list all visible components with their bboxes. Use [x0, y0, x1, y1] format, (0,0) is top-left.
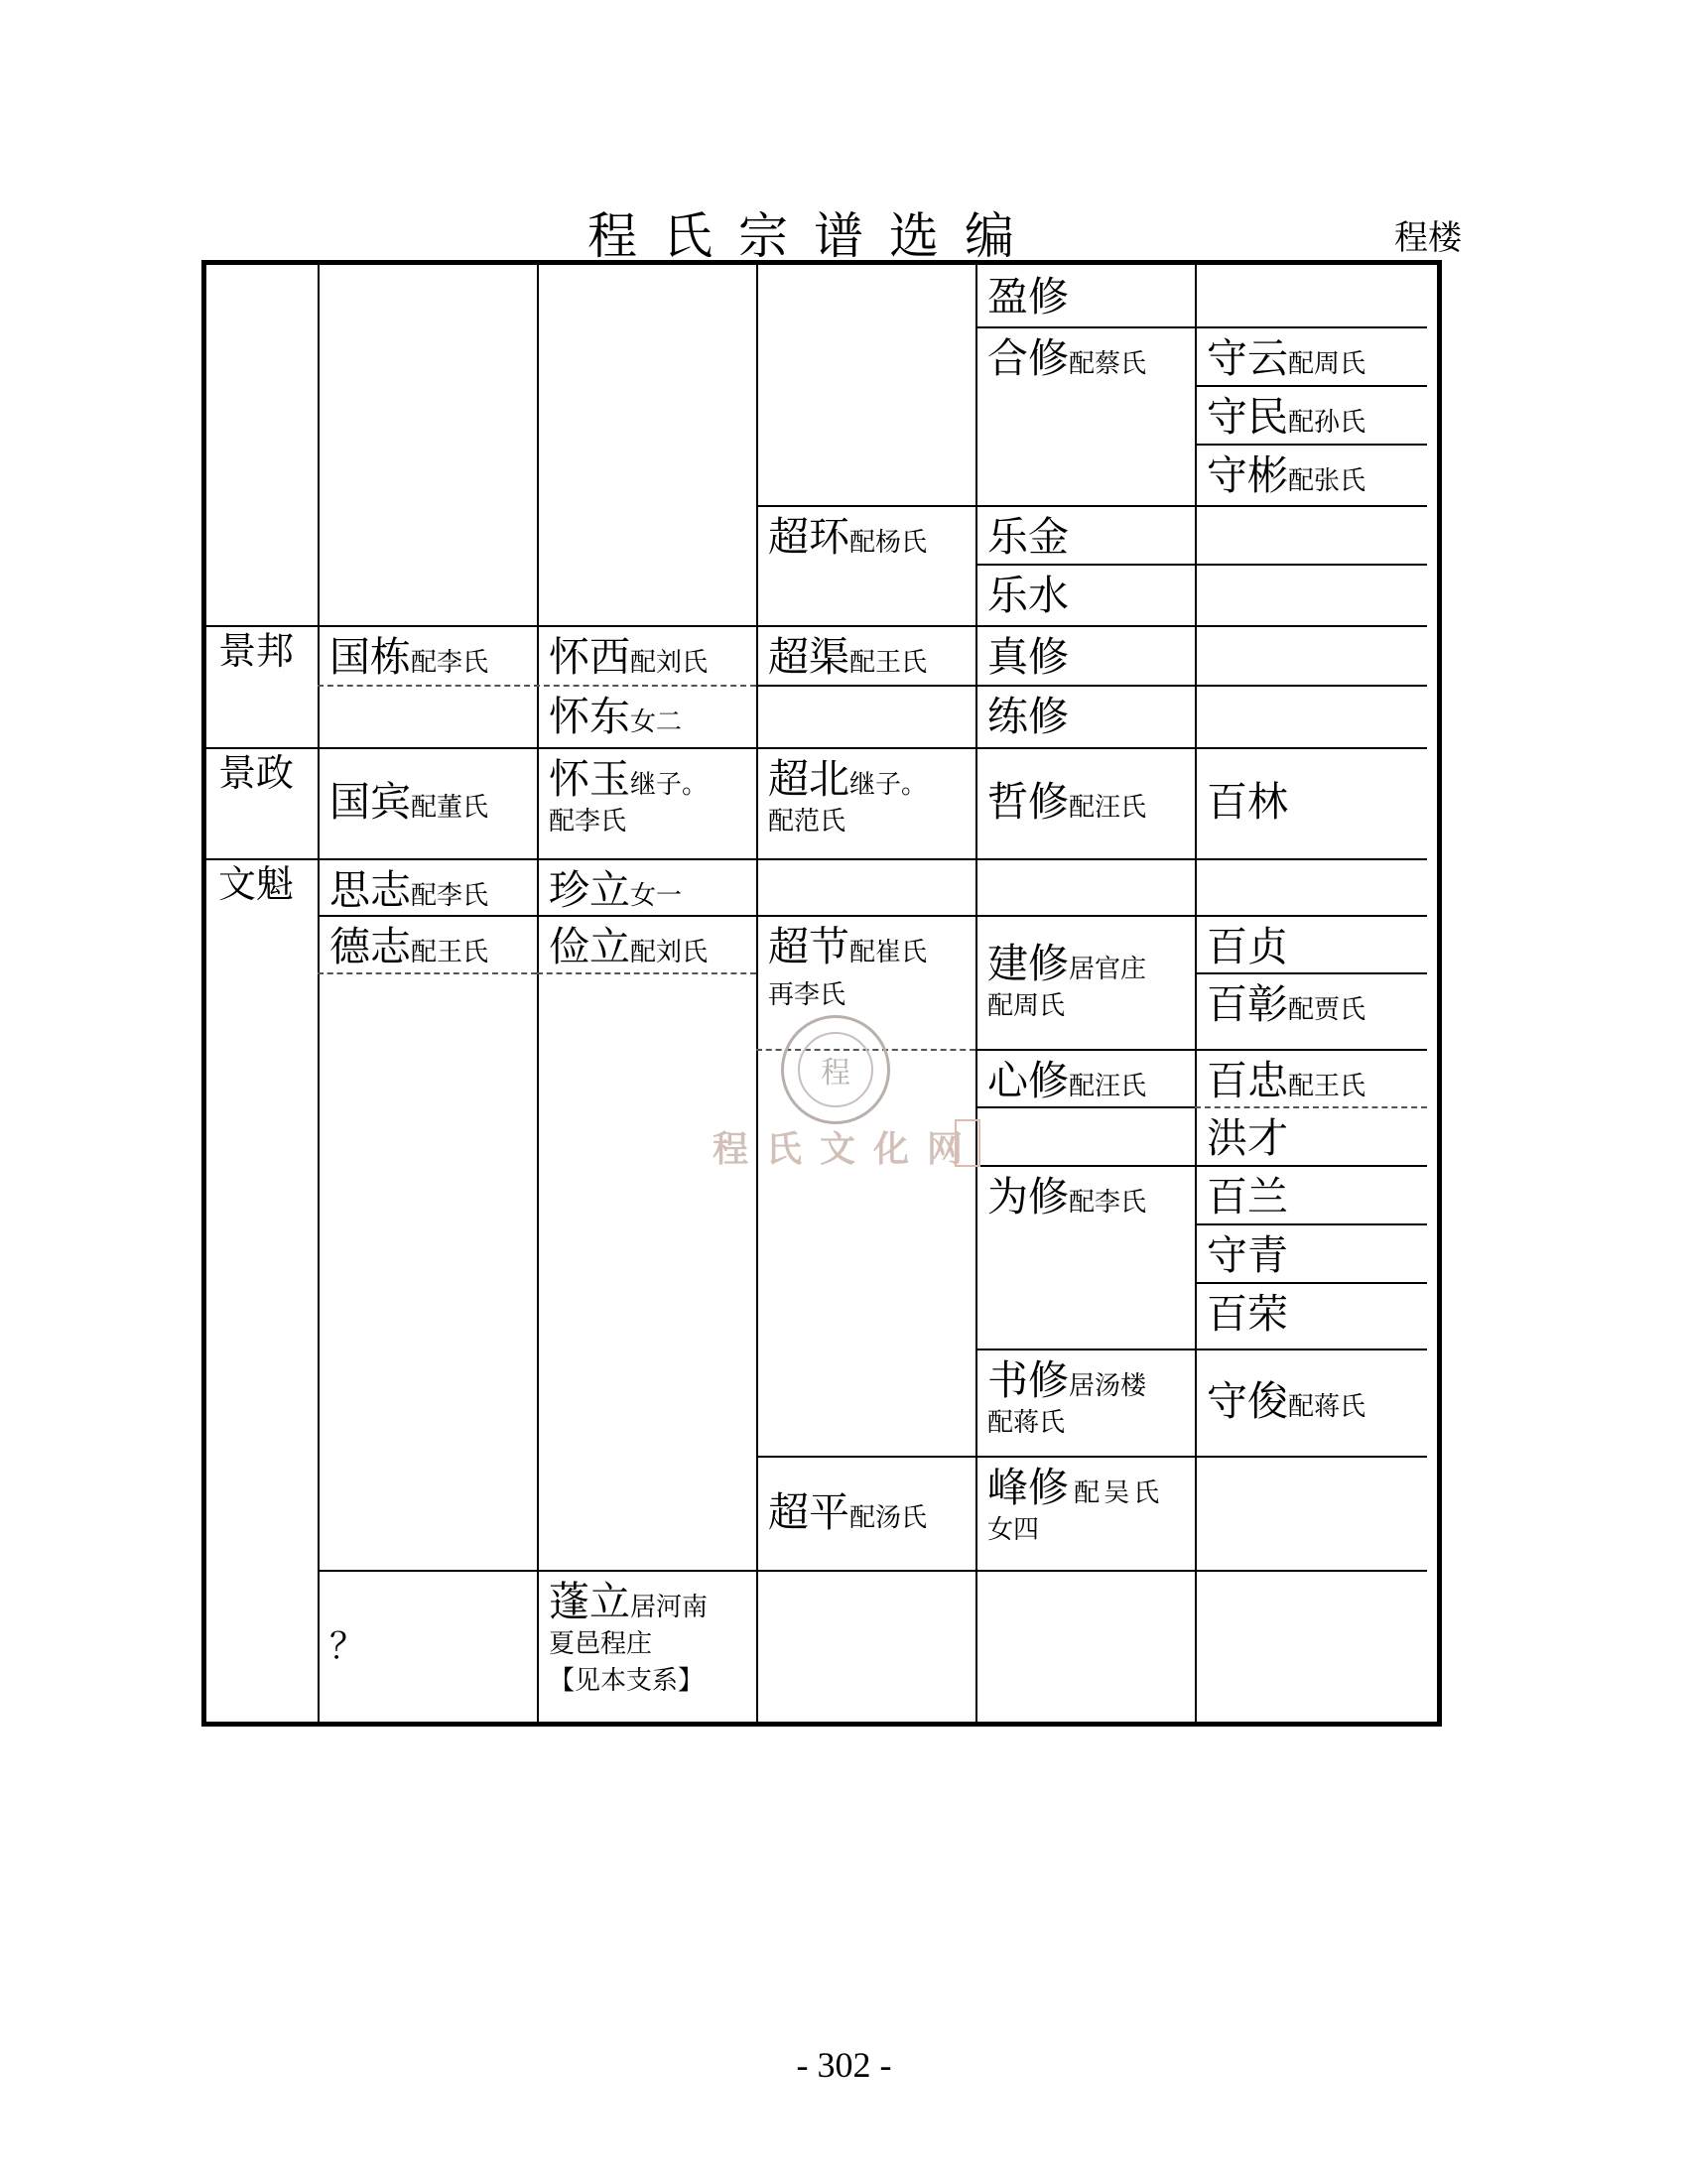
entry-guodong: 国栋配李氏: [329, 633, 489, 681]
entry-pengli: 蓬立居河南 夏邑程庄 【见本支系】: [549, 1578, 709, 1696]
entry-huaiyu: 怀玉继子。 配李氏: [549, 755, 709, 837]
genealogy-table: [201, 260, 1442, 1727]
entry-shoujun: 守俊配蒋氏: [1207, 1377, 1366, 1426]
column-divider: [318, 265, 320, 1722]
entry-chaoping: 超平配汤氏: [768, 1487, 928, 1536]
entry-hongcai: 洪才: [1207, 1114, 1288, 1162]
entry-weixiu: 为修配李氏: [987, 1173, 1147, 1220]
row-divider: [975, 1106, 1195, 1108]
entry-shoumin: 守民配孙氏: [1207, 393, 1366, 441]
entry-guobin: 国宾配董氏: [329, 778, 489, 827]
row-divider: [318, 972, 537, 974]
section-label: 程楼: [1394, 218, 1462, 258]
row-divider: [537, 972, 756, 974]
entry-yingxiu: 盈修: [987, 273, 1069, 321]
entry-unknown: ？: [329, 1624, 366, 1666]
entry-bairong: 百荣: [1207, 1290, 1288, 1338]
entry-jingbang: 景邦: [218, 629, 295, 673]
entry-chaojie: 超节配崔氏 再李氏: [768, 923, 928, 1011]
watermark-stamp-text: 程: [798, 1032, 873, 1107]
entry-lianxiu: 练修: [987, 693, 1069, 740]
entry-shouqing: 守青: [1207, 1231, 1288, 1279]
entry-baizhong: 百忠配王氏: [1207, 1057, 1366, 1104]
entry-lejin: 乐金: [987, 513, 1069, 561]
entry-shouyun: 守云配周氏: [1207, 334, 1366, 382]
entry-baizhen: 百贞: [1207, 923, 1288, 970]
entry-bailan: 百兰: [1207, 1173, 1288, 1220]
entry-leshui: 乐水: [987, 572, 1069, 619]
page-number: - 302 -: [796, 2045, 892, 2085]
page-title: 程氏宗谱选编: [587, 207, 1040, 265]
entry-hexiu: 合修配蔡氏: [987, 334, 1147, 382]
watermark-text: 程氏文化网: [713, 1128, 981, 1170]
entry-zhenli: 珍立女一: [549, 866, 683, 914]
entry-fengxiu: 峰修 配吴氏 女四: [987, 1464, 1164, 1546]
entry-jianxiu: 建修居官庄 配周氏: [987, 939, 1147, 1021]
entry-chaohuan: 超环配杨氏: [768, 513, 928, 561]
entry-jingzheng: 景政: [218, 751, 295, 795]
entry-zhenxiu: 真修: [987, 633, 1069, 681]
entry-jianli: 俭立配刘氏: [549, 923, 709, 970]
entry-shoubin: 守彬配张氏: [1207, 451, 1366, 499]
entry-huaidong: 怀东女二: [549, 693, 683, 740]
entry-dezhi: 德志配王氏: [329, 923, 489, 970]
entry-wenkui: 文魁: [218, 862, 295, 906]
entry-sizhi: 思志配李氏: [329, 866, 489, 914]
entry-xinxiu: 心修配汪氏: [987, 1057, 1147, 1104]
entry-zhexiu: 哲修配汪氏: [987, 778, 1147, 827]
watermark-stamp: [781, 1015, 890, 1124]
entry-chaoqu: 超渠配王氏: [768, 633, 928, 681]
column-divider: [537, 265, 539, 1722]
entry-shuxiu: 书修居汤楼 配蒋氏: [987, 1356, 1147, 1439]
entry-baizhang: 百彰配贾氏: [1207, 980, 1366, 1028]
entry-huaixi: 怀西配刘氏: [549, 633, 709, 681]
entry-chaobei: 超北继子。 配范氏: [768, 755, 928, 837]
watermark-seal: [955, 1119, 980, 1167]
entry-bailin: 百林: [1207, 778, 1288, 827]
